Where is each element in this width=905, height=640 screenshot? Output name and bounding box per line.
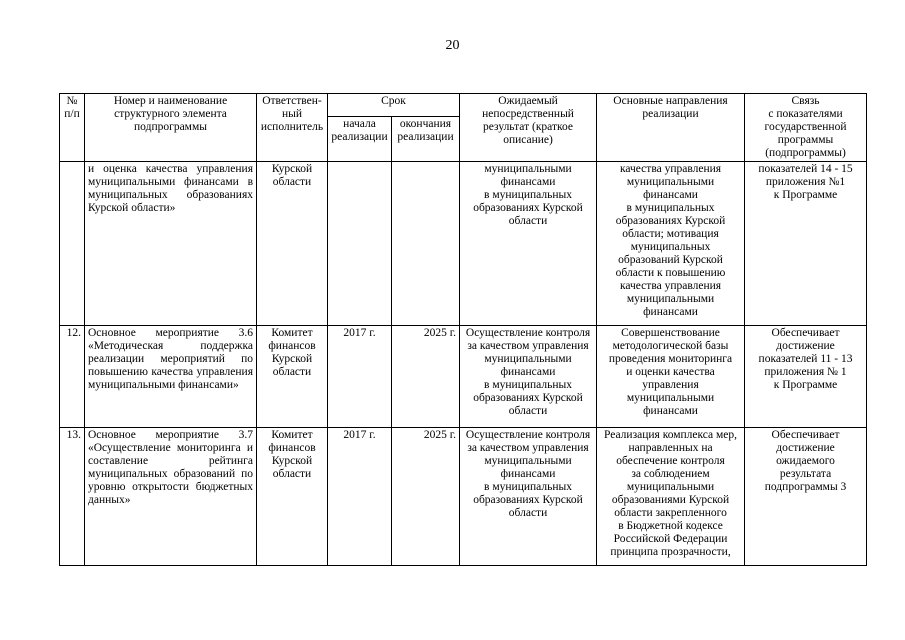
row-result: муниципальными финансами в муниципальных образованиях Курской области bbox=[460, 162, 597, 326]
header-link: Связь с показателями государственной программы (подпрограммы) bbox=[745, 94, 867, 162]
header-responsible: Ответствен- ный исполнитель bbox=[257, 94, 328, 162]
row-element: и оценка качества управления муниципальными финансами в муниципальных образованиях Курской области» bbox=[85, 162, 257, 326]
row-end bbox=[392, 162, 460, 326]
row-result: Осуществление контроля за качеством управления муниципальными финансами в муниципальных образованиях Курской области bbox=[460, 326, 597, 428]
row-directions: Реализация комплекса мер, направленных на обеспечение контроля за соблюдением муниципальными образованиями Курской области закрепленного в Бюджетной кодексе Российской Федерации принципа прозрачности, bbox=[597, 428, 745, 566]
row-link: Обеспечивает достижение ожидаемого результата подпрограммы 3 bbox=[745, 428, 867, 566]
program-table bbox=[59, 93, 867, 566]
header-end: окончания реализации bbox=[392, 117, 460, 162]
row-end: 2025 г. bbox=[392, 428, 460, 566]
row-start: 2017 г. bbox=[328, 428, 392, 566]
header-start: начала реализации bbox=[328, 117, 392, 162]
header-row bbox=[60, 94, 867, 117]
table-row bbox=[60, 162, 867, 326]
page-number: 20 bbox=[445, 38, 460, 53]
row-num bbox=[60, 162, 85, 326]
table-row bbox=[60, 428, 867, 566]
header-directions: Основные направления реализации bbox=[597, 94, 745, 162]
header-element: Номер и наименование структурного элемента подпрограммы bbox=[85, 94, 257, 162]
row-directions: качества управления муниципальными финансами в муниципальных образованиях Курской области; мотивация муниципальных образований Курской области к повышению качества управления муниципальными финансами bbox=[597, 162, 745, 326]
table-row bbox=[60, 326, 867, 428]
row-start bbox=[328, 162, 392, 326]
header-term: Срок bbox=[328, 94, 460, 117]
row-link: Обеспечивает достижение показателей 11 - 13 приложения № 1 к Программе bbox=[745, 326, 867, 428]
row-directions: Совершенствование методологической базы проведения мониторинга и оценки качества управления муниципальными финансами bbox=[597, 326, 745, 428]
row-responsible: Комитет финансов Курской области bbox=[257, 326, 328, 428]
row-responsible: Курской области bbox=[257, 162, 328, 326]
row-link: показателей 14 - 15 приложения №1 к Программе bbox=[745, 162, 867, 326]
header-result: Ожидаемый непосредственный результат (краткое описание) bbox=[460, 94, 597, 162]
row-element: Основное мероприятие 3.7 «Осуществление мониторинга и составление рейтинга муниципальных образований по уровню открытости бюджетных данных» bbox=[85, 428, 257, 566]
row-end: 2025 г. bbox=[392, 326, 460, 428]
row-element: Основное мероприятие 3.6 «Методическая поддержка реализации мероприятий по повышению качества управления муниципальными финансами» bbox=[85, 326, 257, 428]
row-num: 12. bbox=[60, 326, 85, 428]
row-start: 2017 г. bbox=[328, 326, 392, 428]
header-num: № п/п bbox=[60, 94, 85, 162]
row-responsible: Комитет финансов Курской области bbox=[257, 428, 328, 566]
row-num: 13. bbox=[60, 428, 85, 566]
row-result: Осуществление контроля за качеством управления муниципальными финансами в муниципальных образованиях Курской области bbox=[460, 428, 597, 566]
